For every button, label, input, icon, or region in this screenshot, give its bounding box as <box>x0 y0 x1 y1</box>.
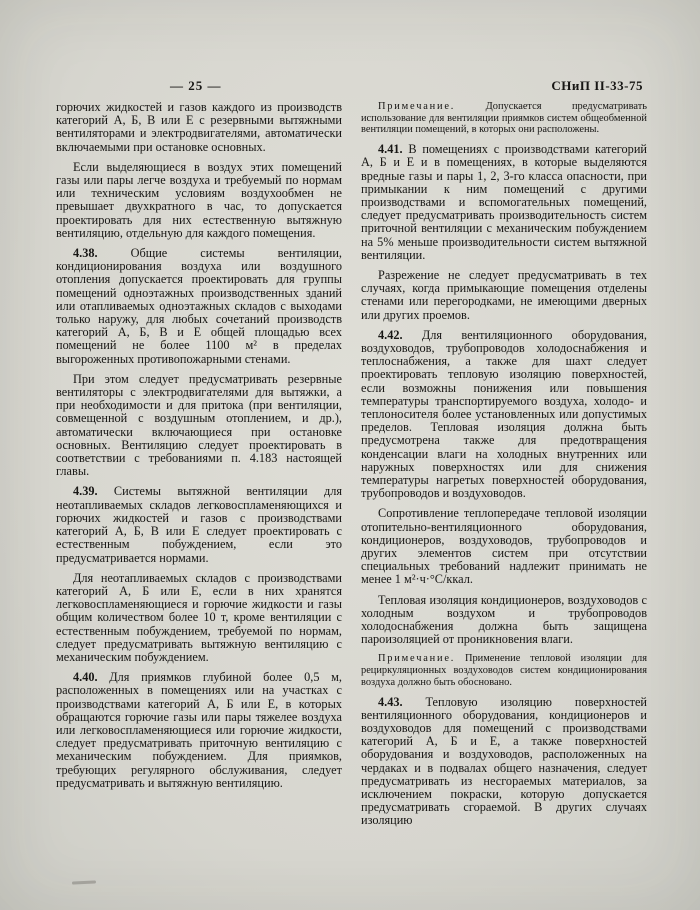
section-paragraph <box>56 247 342 366</box>
note-text: Применение тепловой изоляции для рециркуляционных воздуховодов систем кондиционирования воздуха должно быть обосновано. <box>361 653 647 688</box>
page-number: — 25 — <box>170 78 222 93</box>
note-paragraph <box>361 653 647 688</box>
paragraph-text: Для неотапливаемых складов с производствами категорий А, Б или Е, если в них хранятся легковоспламеняющиеся и горючие жидкости и газы общим количеством более 10 т, кроме вентиляции с естественным побуждением, требуемой по нормам, следует предусматривать вытяжную вентиляцию с механическим побуждением. <box>56 570 342 664</box>
paragraph-text: Если выделяющиеся в воздух этих помещений газы или пары легче воздуха и требуемый по нормам или техническим условиям воздухообмен не превышает двухкратного в час, то допускается проектировать для них естественную вытяжную вентиляцию, отдельную для каждого помещения. <box>56 159 342 240</box>
paragraph <box>56 373 342 479</box>
paragraph-text: В помещениях с производствами категорий А, Б и Е и в помещениях, в которые выделяются вредные газы и пары 1, 2, 3-го класса опасности, при примыкании к ним помещений с другими производствами и вспомогательных помещений, следует предусматривать производительность систем приточной вентиляции с механическим побуждением на 5% меньше производительности систем вытяжной вентиляции. <box>361 142 647 262</box>
section-paragraph <box>361 696 647 828</box>
paragraph <box>361 507 647 586</box>
paragraph-text: горючих жидкостей и газов каждого из производств категорий А, Б, В или Е с резервными вытяжными вентиляторами и электродвигателями, автоматически включаемыми при остановке основных. <box>56 100 342 154</box>
document-reference: СНиП II-33-75 <box>551 78 643 93</box>
paragraph-text: При этом следует предусматривать резервные вентиляторы с электродвигателями для вытяжки, а при необходимости и для притока (при вентиляции, совмещенной с воздушным отоплением, и др.), автоматически включающиеся при остановке основных. Вентиляцию следует проектировать в соответствии с требованиями п. 4.183 настоящей главы. <box>56 371 342 479</box>
note-label: Примечание. <box>378 653 456 665</box>
left-column <box>56 101 342 835</box>
paragraph-text: Сопротивление теплопередаче тепловой изоляции отопительно-вентиляционного оборудования, кондиционеров, воздуховодов, трубопроводов и других элементов систем при отсутствии специальных требований надлежит принимать не менее 1 м²·ч·°С/ккал. <box>361 506 647 587</box>
paragraph <box>361 269 647 322</box>
section-number: 4.39. <box>73 484 98 499</box>
paragraph <box>56 101 342 154</box>
right-column <box>361 101 647 835</box>
section-paragraph <box>56 485 342 564</box>
paragraph-text: Для вентиляционного оборудования, воздуховодов, трубопроводов холодоснабжения и теплоснабжения, а также для шахт следует проектировать тепловую изоляцию поверхностей, если возможны понижения или повышения температуры транспортируемого воздуха, холодо- и теплоносителя более установленных или допустимых пределов. Тепловая изоляция должна быть предусмотрена также для предотвращения конденсации влаги на холодных внутренних или наружных поверхностях или для снижения температуры нагретых поверхностей оборудования, трубопроводов и воздуховодов. <box>361 327 647 501</box>
paragraph <box>56 572 342 664</box>
note-label: Примечание. <box>378 101 456 112</box>
section-paragraph <box>361 143 647 262</box>
paragraph-text: Для приямков глубиной более 0,5 м, расположенных в помещениях или на участках с производствами категорий А, Б или Е, в которых обращаются горючие газы или пары тяжелее воздуха или легковоспламеняющиеся или горючие жидкости, следует предусматривать приточную вентиляцию с механическим побуждением. Для приямков, требующих регулярного обслуживания, следует предусматривать и вытяжную вентиляцию. <box>56 670 342 790</box>
paragraph-text: Общие системы вентиляции, кондиционирования воздуха или воздушного отопления допускается проектировать для группы помещений одноэтажных производственных зданий или отапливаемых одноэтажных складов с выходами только наружу, для любых сочетаний производств категорий А, Б, В и Е общей площадью всех помещений не более 1100 м² в пределах выгороженных противопожарными стенами. <box>56 246 342 366</box>
section-paragraph <box>361 329 647 501</box>
note-text: Допускается предусматривать использование для вентиляции приямков систем общеобменной вентиляции помещений, в которых они расположены. <box>361 101 647 136</box>
section-number: 4.43. <box>378 694 403 709</box>
paragraph-text: Тепловая изоляция кондиционеров, воздуховодов с холодным воздухом и трубопроводов холодоснабжения должна быть защищена пароизоляцией от проникновения влаги. <box>361 592 647 647</box>
section-paragraph <box>56 671 342 790</box>
paragraph <box>56 161 342 240</box>
scan-artifact <box>72 880 96 884</box>
section-number: 4.38. <box>73 246 98 261</box>
section-number: 4.40. <box>73 670 98 685</box>
section-number: 4.42. <box>378 327 403 342</box>
paragraph-text: Разрежение не следует предусматривать в тех случаях, когда примыкающие помещения отделены стенами или перегородками, не имеющими дверных или других проемов. <box>361 267 647 322</box>
text-columns <box>56 101 647 835</box>
paragraph-text: Системы вытяжной вентиляции для неотапливаемых складов легковоспламеняющихся и горючих жидкостей и газов с производствами категорий А, Б, В или Е следует проектировать с естественным побуждением, если это предусматривается нормами. <box>56 484 342 565</box>
paragraph-text: Тепловую изоляцию поверхностей вентиляционного оборудования, кондиционеров и воздуховодов для помещений с производствами категорий А, Б и Е, а также поверхностей оборудования и воздуховодов, расположенных на чердаках и в подвалах общего назначения, следует предусматривать из несгораемых материалов, за исключением покраски, которую допускается предусматривать сгораемой. В других случаях изоляцию <box>361 694 647 828</box>
section-number: 4.41. <box>378 142 403 157</box>
note-paragraph <box>361 101 647 136</box>
paragraph <box>361 594 647 647</box>
